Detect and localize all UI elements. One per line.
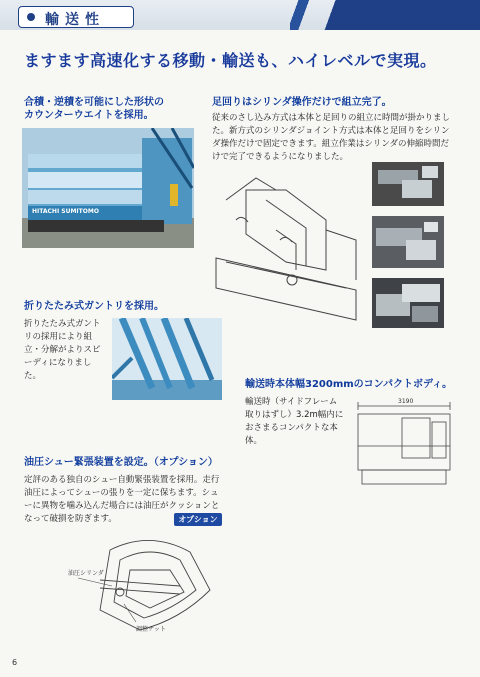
tensioner-title: 油圧シュー緊張装置を設定。（オプション） [24,457,218,468]
section-title: 輸送性 [45,12,105,28]
counterweight-title-line2: カウンターウエイトを採用。 [24,110,154,121]
cylinder-photo-3 [372,278,444,328]
header-decoration-band [310,0,480,30]
cylinder-body: 従来のさし込み方式は本体と足回りの組立に時間が掛かりました。新方式のシリンダジョイント方式は本体と足回りをシリンダ操作だけで固定できます。組立作業はシリンダの伸縮時間だけで完了できるようになりました。 [212,113,451,162]
cylinder-diagram [206,170,366,330]
cylinder-photo-2 [372,216,444,268]
page-headline: ますます高速化する移動・輸送も、ハイレベルで実現。 [24,51,437,70]
option-badge: オプション [174,513,222,526]
bullet-icon [27,13,35,21]
tensioner-diagram [60,530,220,640]
counterweight-title [24,96,164,122]
gantry-photo [112,318,222,400]
label-hydraulic-cylinder: 油圧シリンダ [68,570,104,577]
cylinder-title: 足回りはシリンダ操作だけで組立完了。 [212,97,392,108]
section-tab [18,6,134,28]
counterweight-photo-label: HITACHI SUMITOMO [32,208,99,215]
label-adjust-nut: 調整ナット [136,626,166,633]
counterweight-title-line1: 合積・逆積を可能にした形状の [24,97,164,108]
gantry-body: 折りたたみ式ガントリの採用により組立・分解がよりスピーディになりました。 [24,319,101,381]
cylinder-photo-1 [372,162,444,206]
page-number: 6 [12,658,18,667]
gantry-title: 折りたたみ式ガントリを採用。 [24,301,164,312]
tensioner-body: 定評のある独自のシュー自動緊張装置を採用。走行油圧によってシューの張りを一定に保ちます。シューに異物を噛み込んだ場合には油圧がクッションとなって破損を防ぎます。 [24,475,220,524]
counterweight-photo [22,128,194,248]
compact-body: 輸送時（サイドフレーム取りはずし）3.2m幅内におさまるコンパクトな本体。 [245,397,344,446]
compact-title: 輸送時本体幅3200mmのコンパクトボディ。 [245,379,453,390]
compact-dimension: 3190 [398,398,414,405]
compact-diagram [352,398,458,498]
